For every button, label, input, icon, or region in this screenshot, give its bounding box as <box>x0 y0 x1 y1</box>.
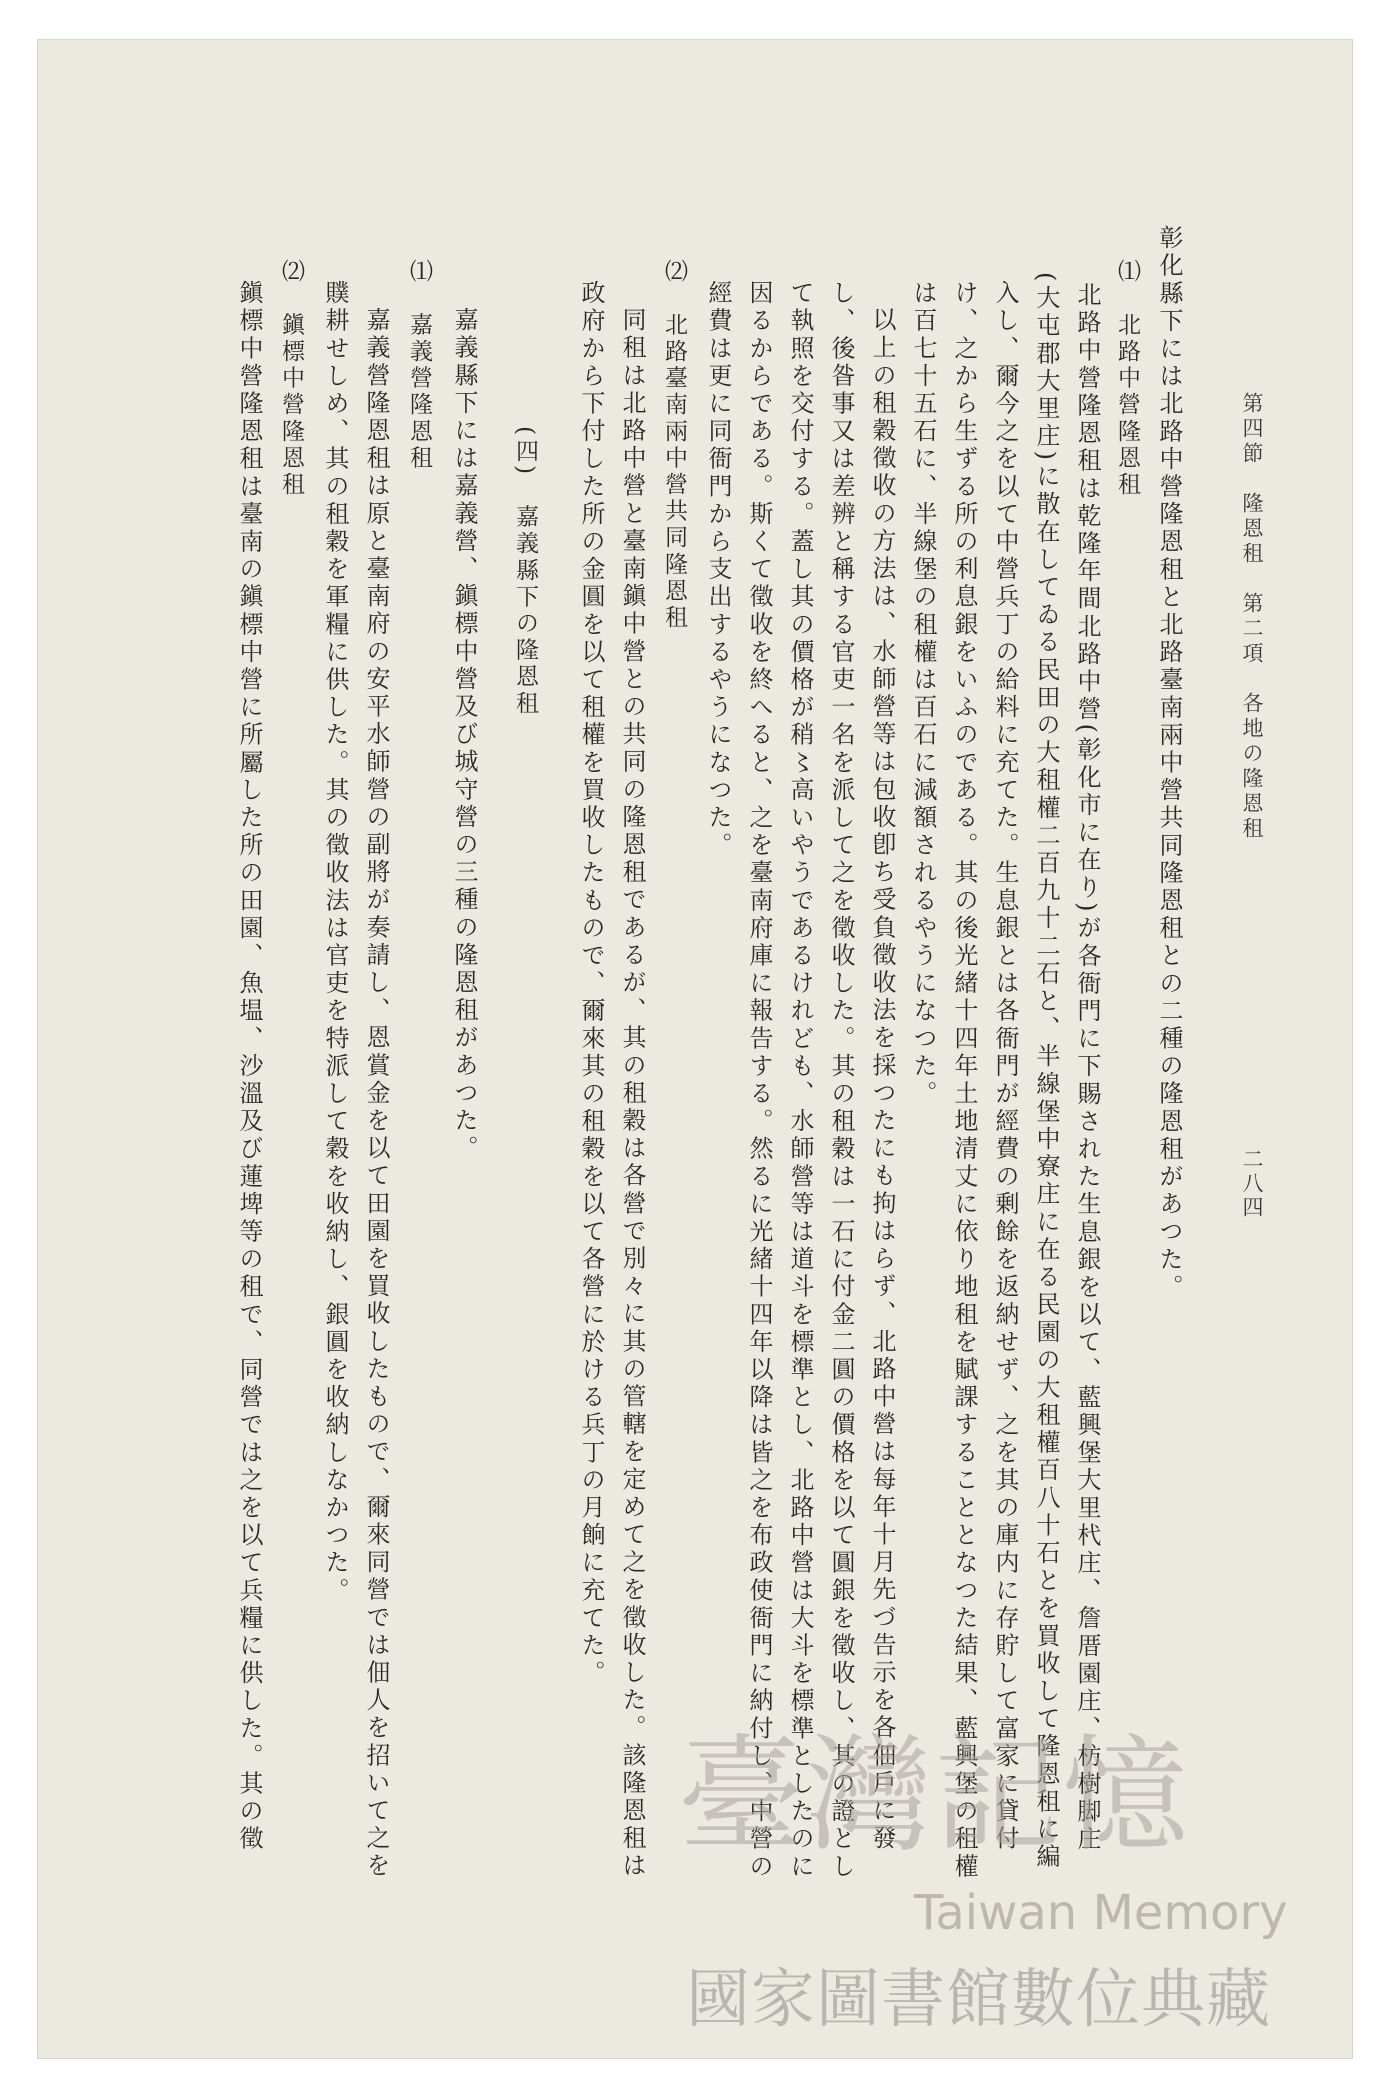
text-line: 嘉義縣下には嘉義營、鎭標中營及び城守營の三種の隆恩租があつた。 <box>450 307 478 1163</box>
text-line: 嘉義營隆恩租は原と臺南府の安平水師營の副將が奏請し、恩賞金を以て田園を買收したもので、爾來同營では佃人を招いて之を <box>362 307 390 1881</box>
text-line: (大屯郡大里庄)に散在してゐる民田の大租權二百九十二石と、半線堡中寮庄に在る民園の大租權百八十石とを買收して隆恩租に編 <box>1032 272 1060 1872</box>
text-line: 贌耕せしめ、其の租穀を軍糧に供した。其の徵收法は官吏を特派して穀を收納し、銀圓を收納しなかつた。 <box>321 280 349 1605</box>
text-line: 彰化縣下には北路中營隆恩租と北路臺南兩中營共同隆恩租との二種の隆恩租があつた。 <box>1155 225 1183 1302</box>
text-line: し、後昝事又は差辨と稱する官吏一名を派して之を徵收した。其の租穀は一石に付金二圓の價格を以て圓銀を徵收し、其の證とし <box>827 280 855 1881</box>
national-library-watermark: 國家圖書館數位典藏 <box>686 1963 1271 2037</box>
text-line: 入し、爾今之を以て中營兵丁の給料に充てた。生息銀とは各衙門が經費の剰餘を返納せず、之を其の庫内に存貯して富家に貸付 <box>991 280 1019 1854</box>
text-line: て執照を交付する。蓋し其の價格が稍〻高いやうであるけれども、水師營等は道斗を標準とし、北路中營は大斗を標準としたのに <box>786 280 814 1881</box>
subsection-heading: ⑵ 北路臺南兩中營共同隆恩租 <box>661 259 687 632</box>
subsection-heading: ⑴ 嘉義營隆恩租 <box>406 259 432 472</box>
subsection-heading: ⑵ 鎭標中營隆恩租 <box>278 259 304 499</box>
text-line: は百七十五石に、半線堡の租權は百石に減額されるやうになつた。 <box>909 280 937 1108</box>
text-line: 北路中營隆恩租は乾隆年間北路中營(彰化市に在り)が各衙門に下賜された生息銀を以て、藍興堡大里杙庄、詹厝園庄、枋樹脚庄 <box>1073 282 1101 1854</box>
text-line: 同租は北路中營と臺南鎭中營との共同の隆恩租であるが、其の租穀は各營で別々に其の管轄を定めて之を徵收した。該隆恩租は <box>618 307 646 1881</box>
taiwan-memory-english-watermark: Taiwan Memory <box>914 1885 1288 1941</box>
text-line: 以上の租穀徵收の方法は、水師營等は包收卽ち受負徵收法を採つたにも拘はらず、北路中營は每年十月先づ告示を各佃戶に發 <box>868 307 896 1853</box>
text-line: 政府から下付した所の金圓を以て租權を買收したもので、爾來其の租穀を以て各營に於ける兵丁の月餉に充てた。 <box>577 280 605 1688</box>
page-number: 二八四 <box>1240 1148 1264 1220</box>
taiwan-memory-logo-watermark: 臺灣記憶 <box>678 1722 1190 1869</box>
subsection-heading: ⑴ 北路中營隆恩租 <box>1114 259 1140 499</box>
book-page <box>37 39 1353 2059</box>
text-line: 經費は更に同衙門から支出するやうになつた。 <box>704 280 732 860</box>
text-line: 鎭標中營隆恩租は臺南の鎭標中營に所屬した所の田園、魚塭、沙溫及び蓮埤等の租で、同營では之を以て兵糧に供した。其の徵 <box>235 280 263 1854</box>
text-line: け、之から生ずる所の利息銀をいふのである。其の後光緒十四年土地清丈に依り地租を賦課することとなつた結果、藍興堡の租權 <box>950 280 978 1881</box>
section-heading: (四) 嘉義縣下の隆恩租 <box>512 426 538 718</box>
running-header: 第四節 隆恩租 第二項 各地の隆恩租 <box>1240 392 1264 842</box>
text-line: 因るからである。斯くて徵收を終へると、之を臺南府庫に報告する。然るに光緒十四年以降は皆之を布政使衙門に納付し、中營の <box>745 280 773 1881</box>
